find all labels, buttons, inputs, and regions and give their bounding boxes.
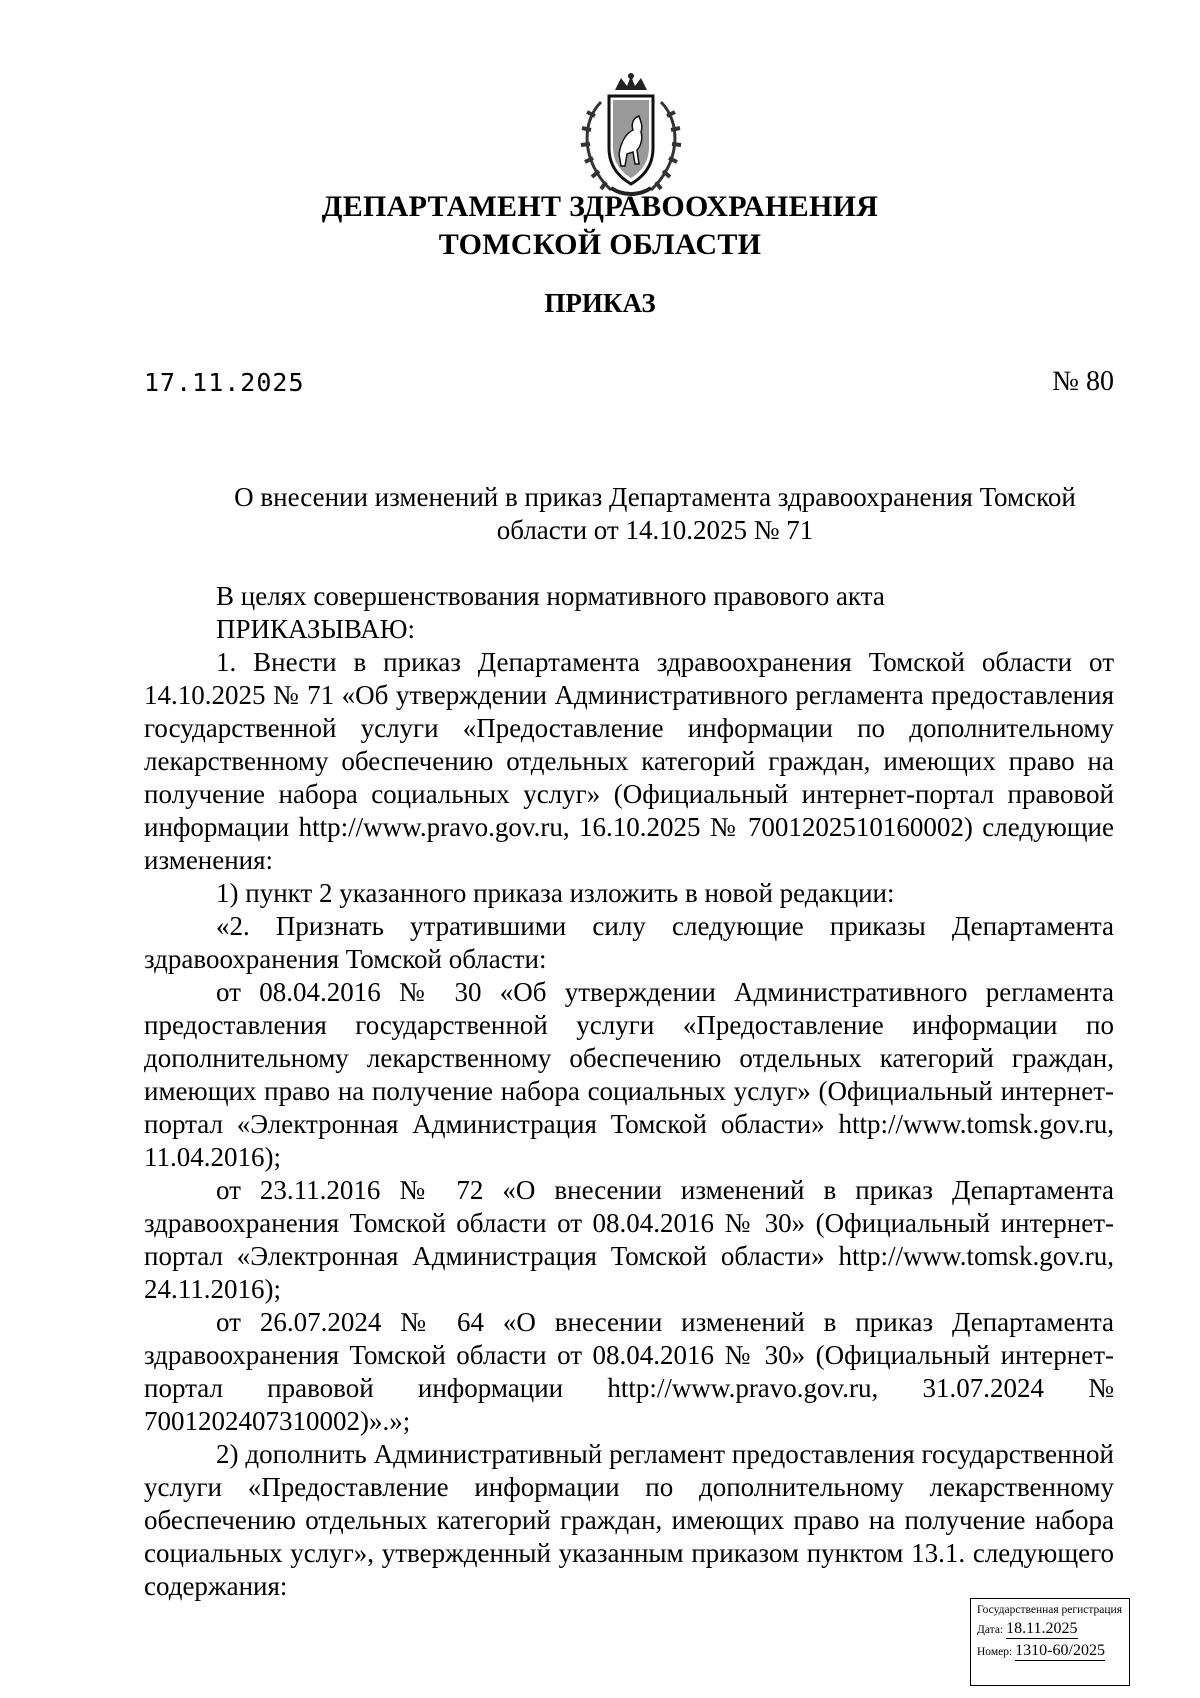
document-subject: О внесении изменений в приказ Департамента здравоохранения Томской области от 14.10.2025 № 71 [234,482,1076,545]
registration-stamp [970,1598,1130,1686]
repealed-order-2-paragraph: от 23.11.2016 № 72 «О внесении изменений в приказ Департамента здравоохранения Томской области от 08.04.2016 № 30» (Официальный интернет-портал «Электронная Администрация Томской области» http://www.tomsk.gov.ru, 24.11.2016); [144,1175,1114,1304]
repealed-order-3-paragraph: от 26.07.2024 № 64 «О внесении изменений в приказ Департамента здравоохранения Томской области от 08.04.2016 № 30» (Официальный интернет-портал правовой информации http://www.pravo.gov.ru, 31.07.2024 № 7001202407310002)».»; [144,1307,1114,1436]
clause-1-2-paragraph: 2) дополнить Административный регламент предоставления государственной услуги «Предоставление информации по дополнительному лекарственному обеспечению отдельных категорий граждан, имеющих право на получение набора социальных услуг», утвержденный указанным приказом пунктом 13.1. следующего содержания: [144,1439,1114,1601]
stamp-number-value: 1310-60/2025 [1015,1642,1105,1659]
clause-2-quote-paragraph: «2. Признать утратившими силу следующие приказы Департамента здравоохранения Томской области: [144,911,1114,974]
stamp-date-value: 18.11.2025 [1006,1620,1078,1637]
department-name-line1: ДЕПАРТАМЕНТ ЗДРАВООХРАНЕНИЯ [321,190,879,223]
document-type-title: ПРИКАЗ [544,288,656,318]
stamp-date-label: Дата: [977,1624,1004,1636]
order-directive: ПРИКАЗЫВАЮ: [216,614,415,644]
document-body [144,580,1114,1603]
stamp-number-label: Номер: [977,1646,1013,1658]
department-name-line2: ТОМСКОЙ ОБЛАСТИ [438,228,762,261]
clause-1-paragraph: 1. Внести в приказ Департамента здравоохранения Томской области от 14.10.2025 № 71 «Об утверждении Административного регламента предоставления государственной услуги «Предоставление информации по дополнительному лекарственному обеспечению отдельных категорий граждан, имеющих право на получение набора социальных услуг» (Официальный интернет-портал правовой информации http://www.pravo.gov.ru, 16.10.2025 № 7001202510160002) следующие изменения: [144,647,1114,875]
repealed-order-1-paragraph: от 08.04.2016 № 30 «Об утверждении Административного регламента предоставления государственной услуги «Предоставление информации по дополнительному лекарственному обеспечению отдельных категорий граждан, имеющих право на получение набора социальных услуг» (Официальный интернет-портал «Электронная Администрация Томской области» http://www.tomsk.gov.ru, 11.04.2016); [144,977,1114,1172]
document-number: № 80 [1052,366,1114,397]
document-date: 17.11.2025 [144,368,305,397]
coat-of-arms-emblem [571,72,691,200]
preamble-paragraph: В целях совершенствования нормативного правового акта [216,581,885,611]
clause-1-1-paragraph: 1) пункт 2 указанного приказа изложить в новой редакции: [216,878,895,908]
stamp-title: Государственная регистрация [977,1604,1122,1616]
